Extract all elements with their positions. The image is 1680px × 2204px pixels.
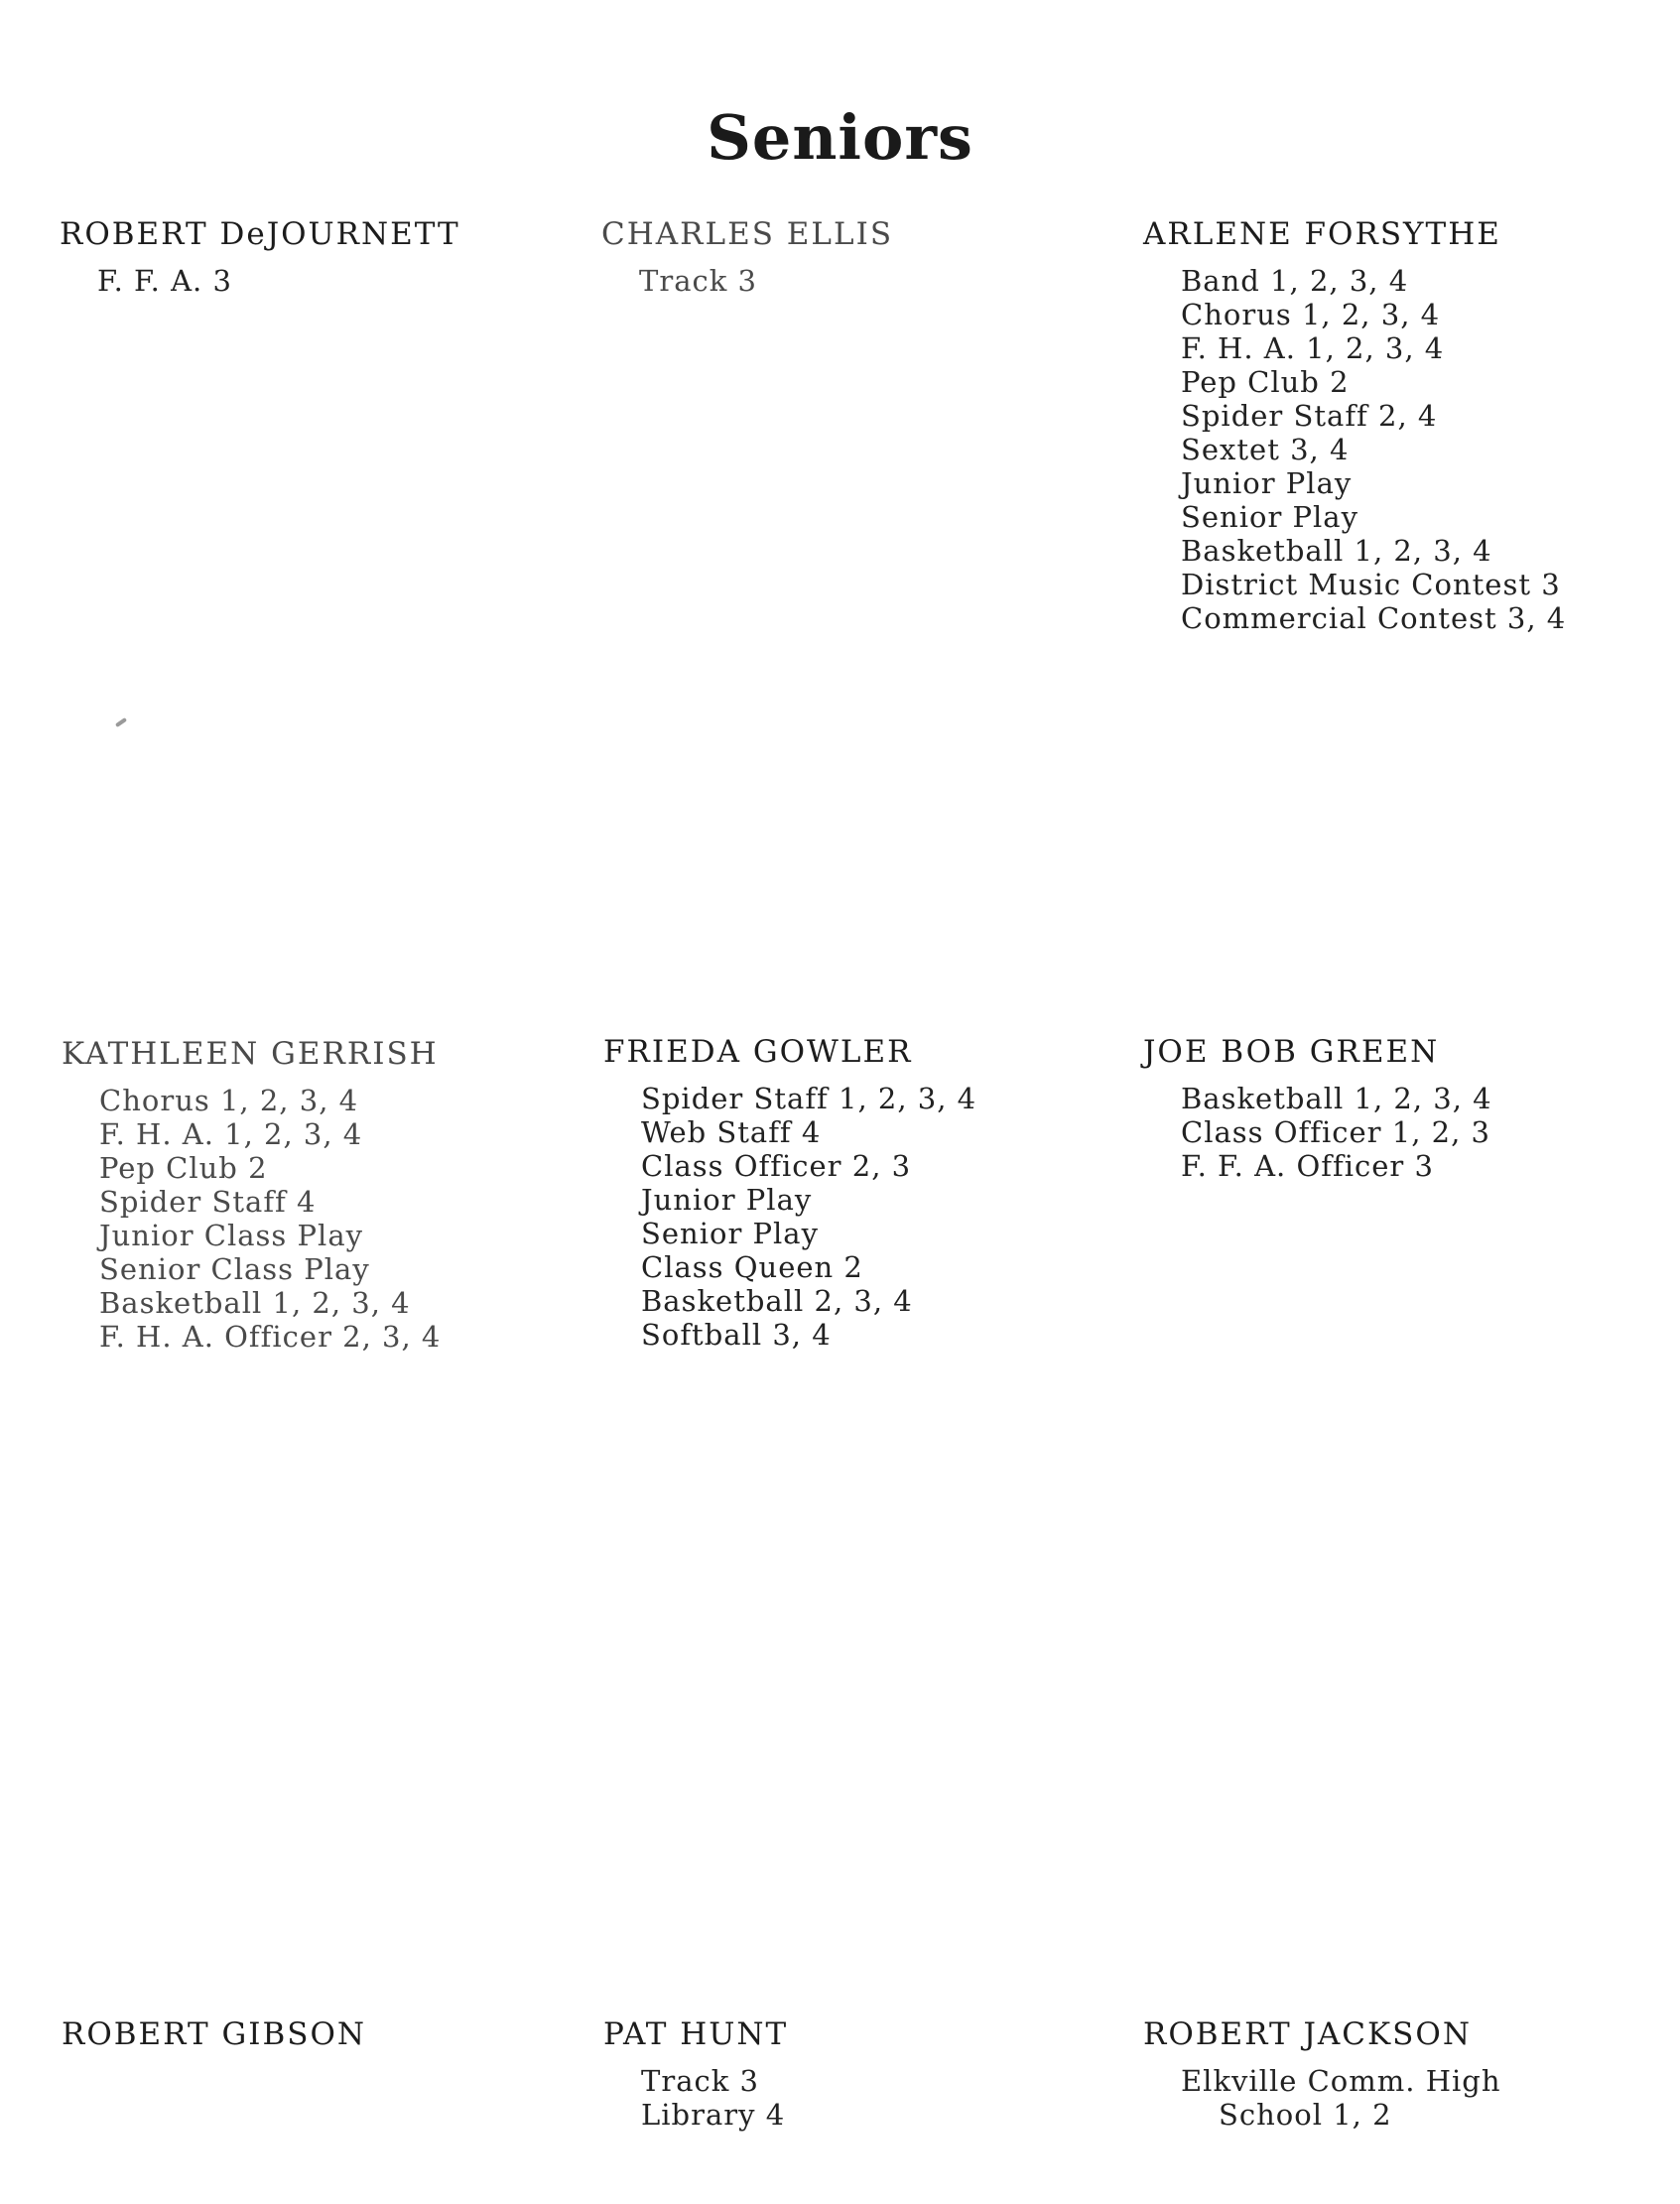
activity-list <box>1181 1082 1492 1183</box>
senior-entry <box>1143 1032 1492 1183</box>
senior-entry <box>1143 2014 1501 2132</box>
activity-list <box>1181 2064 1501 2132</box>
senior-entry <box>1143 214 1566 635</box>
student-name: ROBERT JACKSON <box>1143 2016 1472 2052</box>
activity-item: Basketball 1, 2, 3, 4 <box>1181 534 1492 568</box>
activity-list <box>97 264 460 298</box>
student-name: ARLENE FORSYTHE <box>1143 216 1501 252</box>
senior-entry <box>60 214 460 298</box>
activity-item: Elkville Comm. High <box>1181 2064 1501 2098</box>
activity-item: Senior Class Play <box>99 1252 370 1286</box>
activity-item: Senior Play <box>641 1217 819 1250</box>
activity-item: Sextet 3, 4 <box>1181 433 1350 466</box>
activity-item: Class Officer 1, 2, 3 <box>1181 1115 1490 1149</box>
activity-item: F. F. A. Officer 3 <box>1181 1149 1434 1183</box>
page-title: Seniors <box>707 100 973 174</box>
activity-item: Senior Play <box>1181 500 1358 534</box>
activity-item: Junior Play <box>641 1183 813 1217</box>
activity-list <box>639 264 893 298</box>
activity-item: School 1, 2 <box>1219 2098 1392 2132</box>
senior-entry <box>62 2014 366 2054</box>
activity-item: F. H. A. 1, 2, 3, 4 <box>99 1117 363 1151</box>
activity-item: Chorus 1, 2, 3, 4 <box>99 1084 359 1117</box>
student-name: KATHLEEN GERRISH <box>62 1036 439 1072</box>
activity-item: Basketball 2, 3, 4 <box>641 1284 913 1318</box>
activity-item: Class Queen 2 <box>641 1250 863 1284</box>
activity-item: F. F. A. 3 <box>97 264 232 298</box>
activity-list <box>641 2064 788 2132</box>
activity-item: Spider Staff 4 <box>99 1185 317 1219</box>
activity-item: F. H. A. 1, 2, 3, 4 <box>1181 331 1445 365</box>
activity-item: Web Staff 4 <box>641 1115 822 1149</box>
senior-entry <box>601 214 893 298</box>
activity-item: Spider Staff 1, 2, 3, 4 <box>641 1082 977 1115</box>
activity-list <box>1181 264 1566 635</box>
student-name: FRIEDA GOWLER <box>603 1034 913 1070</box>
student-name: JOE BOB GREEN <box>1143 1034 1440 1070</box>
activity-item: Track 3 <box>639 264 757 298</box>
activity-item: Softball 3, 4 <box>641 1318 832 1352</box>
activity-item: Class Officer 2, 3 <box>641 1149 912 1183</box>
activity-list <box>99 1084 441 1354</box>
student-name: PAT HUNT <box>603 2016 789 2052</box>
student-name: CHARLES ELLIS <box>601 216 894 252</box>
activity-list <box>641 1082 976 1352</box>
student-name: ROBERT DeJOURNETT <box>60 216 460 252</box>
activity-item: Basketball 1, 2, 3, 4 <box>1181 1082 1492 1115</box>
activity-item: F. H. A. Officer 2, 3, 4 <box>99 1320 442 1354</box>
activity-item: Library 4 <box>641 2098 786 2132</box>
senior-entry <box>62 1034 441 1354</box>
senior-entry <box>603 2014 788 2132</box>
activity-item: Junior Play <box>1181 466 1353 500</box>
student-name: ROBERT GIBSON <box>62 2016 367 2052</box>
activity-item: Track 3 <box>641 2064 759 2098</box>
activity-item: Pep Club 2 <box>1181 365 1350 399</box>
activity-item: Basketball 1, 2, 3, 4 <box>99 1286 411 1320</box>
activity-item: Spider Staff 2, 4 <box>1181 399 1438 433</box>
senior-entry <box>603 1032 976 1352</box>
activity-item: District Music Contest 3 <box>1181 568 1561 601</box>
activity-item: Commercial Contest 3, 4 <box>1181 601 1567 635</box>
activity-item: Chorus 1, 2, 3, 4 <box>1181 298 1441 331</box>
activity-item: Junior Class Play <box>99 1219 363 1252</box>
activity-item: Pep Club 2 <box>99 1151 268 1185</box>
paper-speck <box>115 717 127 727</box>
activity-item: Band 1, 2, 3, 4 <box>1181 264 1409 298</box>
